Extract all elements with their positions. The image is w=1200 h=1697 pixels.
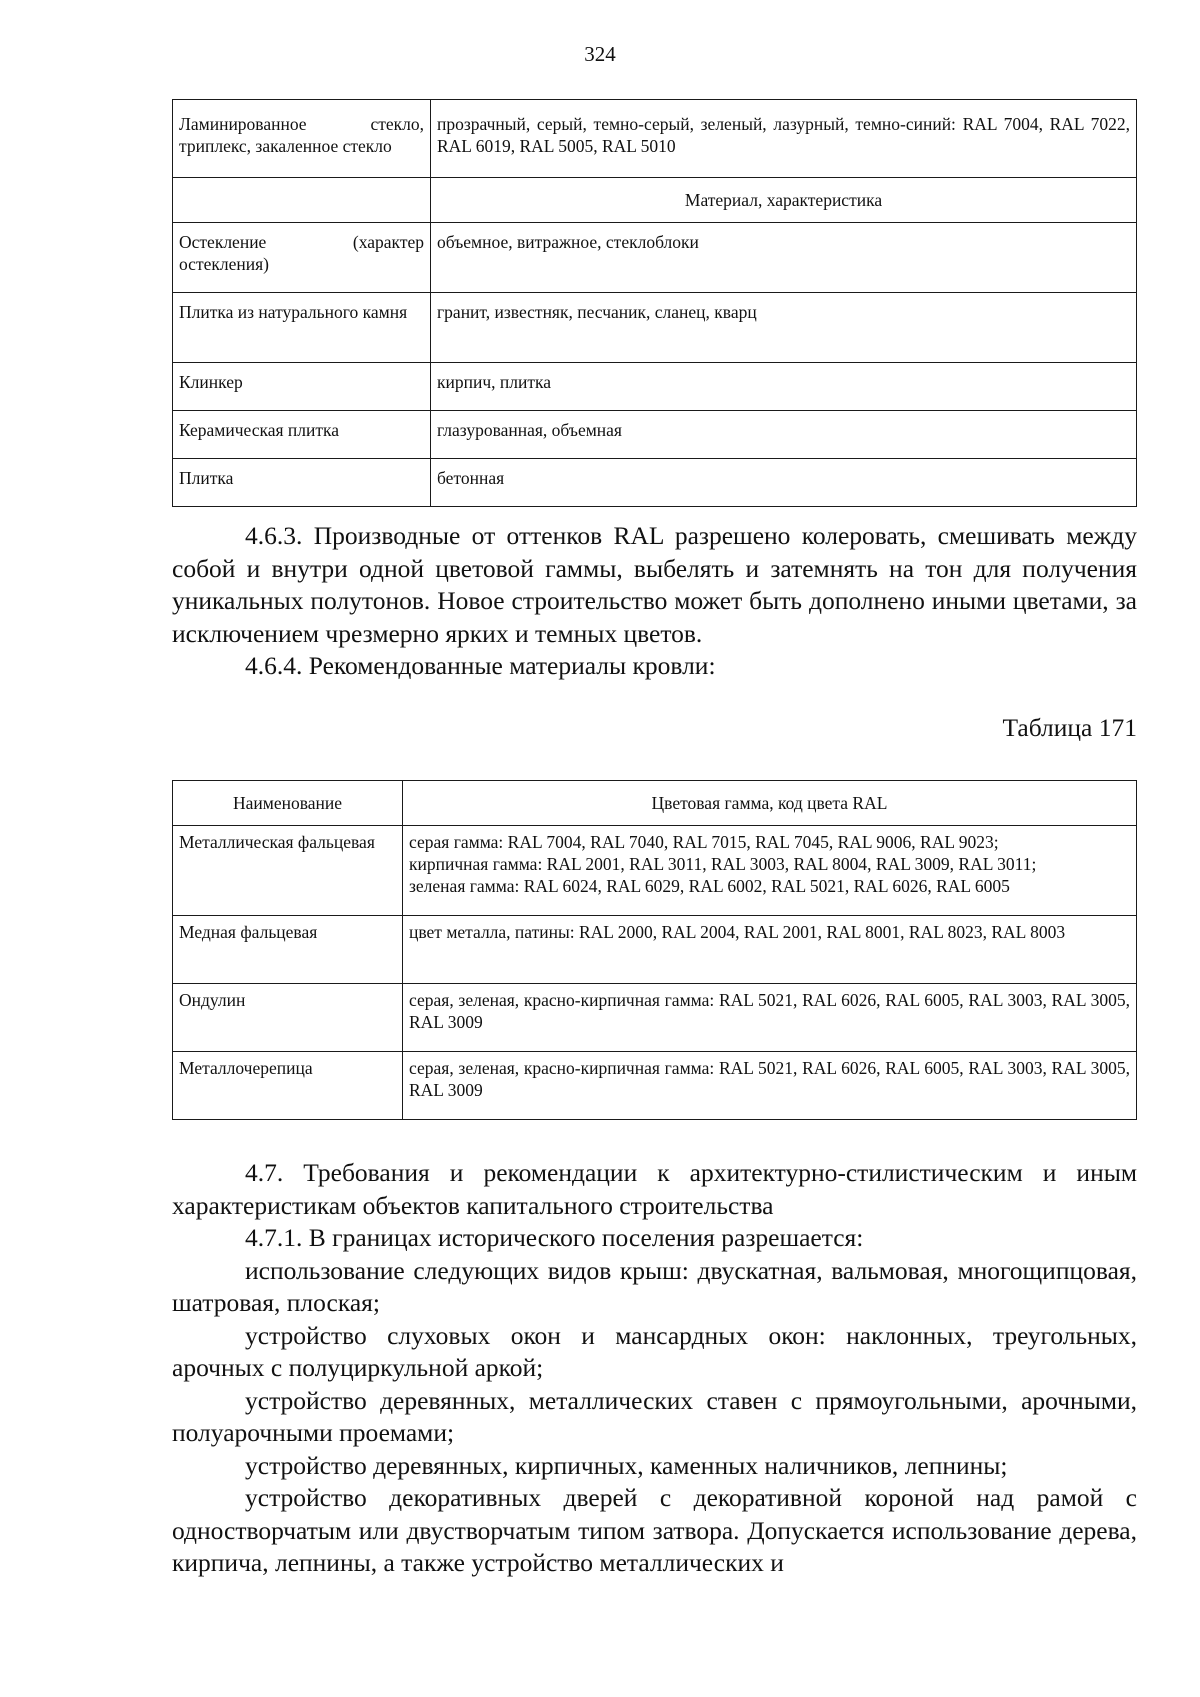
table-row bbox=[173, 363, 1137, 411]
table-row bbox=[173, 916, 1137, 984]
table-column-header: Цветовая гамма, код цвета RAL bbox=[403, 781, 1137, 826]
table-cell-line: серая гамма: RAL 7004, RAL 7040, RAL 7015, RAL 7045, RAL 9006, RAL 9023; bbox=[409, 832, 999, 852]
table-column-header: Материал, характеристика bbox=[431, 178, 1137, 223]
table-cell-value: цвет металла, патины: RAL 2000, RAL 2004, RAL 2001, RAL 8001, RAL 8023, RAL 8003 bbox=[403, 916, 1137, 984]
table-row bbox=[173, 826, 1137, 916]
table-row bbox=[173, 411, 1137, 459]
list-item: устройство декоративных дверей с декоративной короной над рамой с одностворчатым или двустворчатым типом затвора. Допускается использование дерева, кирпича, лепнины, а также устройство металлических и bbox=[172, 1483, 1137, 1577]
table-row bbox=[173, 1052, 1137, 1120]
table-column-header: Наименование bbox=[173, 781, 403, 826]
table-row bbox=[173, 223, 1137, 293]
body-text-block bbox=[172, 1157, 1137, 1580]
list-item: устройство деревянных, кирпичных, каменных наличников, лепнины; bbox=[245, 1450, 1008, 1480]
page-number: 324 bbox=[584, 42, 616, 66]
table-cell-name: Металлическая фальцевая bbox=[173, 826, 403, 916]
table-cell-name: Остекление (характер остекления) bbox=[173, 223, 431, 293]
section-heading: 4.7. Требования и рекомендации к архитектурно-стилистическим и иным характеристикам объектов капитального строительства bbox=[172, 1158, 1137, 1220]
table-cell-name: Ламинированное стекло, триплекс, закаленное стекло bbox=[173, 100, 431, 178]
table-cell-name: Металлочерепица bbox=[173, 1052, 403, 1120]
table-cell-value: гранит, известняк, песчаник, сланец, кварц bbox=[431, 293, 1137, 363]
table-cell-line: кирпичная гамма: RAL 2001, RAL 3011, RAL 3003, RAL 8004, RAL 3009, RAL 3011; bbox=[409, 854, 1037, 874]
list-item: использование следующих видов крыш: двускатная, вальмовая, многощипцовая, шатровая, плоская; bbox=[172, 1255, 1137, 1317]
table-caption: Таблица 171 bbox=[1002, 713, 1137, 742]
table-cell-name: Медная фальцевая bbox=[173, 916, 403, 984]
table-cell-value bbox=[403, 826, 1137, 916]
table-cell-value: бетонная bbox=[431, 459, 1137, 507]
table-cell-value: глазурованная, объемная bbox=[431, 411, 1137, 459]
table-cell-name: Плитка из натурального камня bbox=[173, 293, 431, 363]
table-cell-line: зеленая гамма: RAL 6024, RAL 6029, RAL 6002, RAL 5021, RAL 6026, RAL 6005 bbox=[409, 876, 1010, 896]
table-row bbox=[173, 100, 1137, 178]
table-cell-name bbox=[173, 178, 431, 223]
table-cell-value: серая, зеленая, красно-кирпичная гамма: RAL 5021, RAL 6026, RAL 6005, RAL 3003, RAL 3005, RAL 3009 bbox=[403, 984, 1137, 1052]
roofing-materials-table bbox=[172, 780, 1137, 1120]
table-cell-name: Керамическая плитка bbox=[173, 411, 431, 459]
body-text-block bbox=[172, 520, 1137, 683]
table-row bbox=[173, 984, 1137, 1052]
table-cell-name: Ондулин bbox=[173, 984, 403, 1052]
table-row bbox=[173, 459, 1137, 507]
table-cell-name: Клинкер bbox=[173, 363, 431, 411]
table-header-row bbox=[173, 781, 1137, 826]
table-cell-name: Плитка bbox=[173, 459, 431, 507]
table-cell-value: объемное, витражное, стеклоблоки bbox=[431, 223, 1137, 293]
table-row bbox=[173, 293, 1137, 363]
materials-table bbox=[172, 99, 1137, 507]
paragraph: 4.6.4. Рекомендованные материалы кровли: bbox=[245, 651, 716, 680]
table-header-row bbox=[173, 178, 1137, 223]
list-item: устройство слуховых окон и мансардных окон: наклонных, треугольных, арочных с полуциркульной аркой; bbox=[172, 1320, 1137, 1382]
paragraph: 4.6.3. Производные от оттенков RAL разрешено колеровать, смешивать между собой и внутри одной цветовой гаммы, выбелять и затемнять на тон для получения уникальных полутонов. Новое строительство может быть дополнено иными цветами, за исключением чрезмерно ярких и темных цветов. bbox=[172, 521, 1137, 648]
table-cell-value: кирпич, плитка bbox=[431, 363, 1137, 411]
table-cell-value: прозрачный, серый, темно-серый, зеленый, лазурный, темно-синий: RAL 7004, RAL 7022, RAL 6019, RAL 5005, RAL 5010 bbox=[431, 100, 1137, 178]
paragraph: 4.7.1. В границах исторического поселения разрешается: bbox=[245, 1223, 864, 1252]
list-item: устройство деревянных, металлических ставен с прямоугольными, арочными, полуарочными проемами; bbox=[172, 1385, 1137, 1447]
table-cell-value: серая, зеленая, красно-кирпичная гамма: RAL 5021, RAL 6026, RAL 6005, RAL 3003, RAL 3005, RAL 3009 bbox=[403, 1052, 1137, 1120]
